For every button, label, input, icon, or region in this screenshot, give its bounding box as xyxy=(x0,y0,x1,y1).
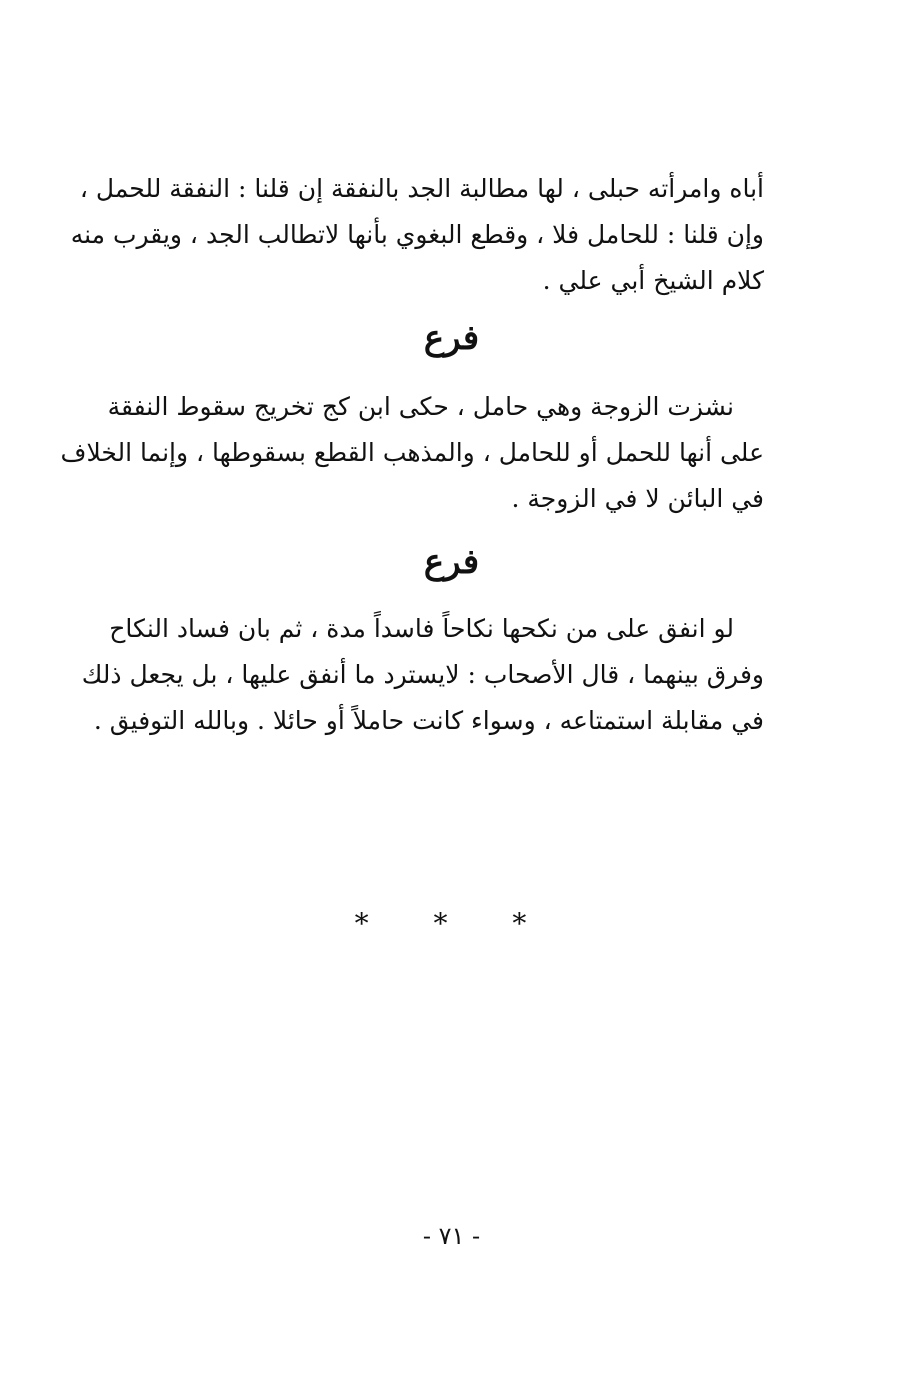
paragraph-3 xyxy=(81,606,764,744)
paragraph-2-line-2: على أنها للحمل أو للحامل ، والمذهب القطع بسقوطها ، وإنما الخلاف xyxy=(60,438,764,467)
paragraph-3-line-3: في مقابلة استمتاعه ، وسواء كانت حاملاً أو حائلا . وبالله التوفيق . xyxy=(93,706,764,735)
separator-star: * xyxy=(512,907,549,940)
paragraph-1-line-2: وإن قلنا : للحامل فلا ، وقطع البغوي بأنها لاتطالب الجد ، ويقرب منه xyxy=(70,220,764,249)
paragraph-3-line-1: لو انفق على من نكحها نكاحاً فاسداً مدة ، ثم بان فساد النكاح xyxy=(109,614,734,643)
paragraph-1-line-1: أباه وامرأته حبلى ، لها مطالبة الجد بالنفقة إن قلنا : النفقة للحمل ، xyxy=(79,174,764,203)
paragraph-2 xyxy=(60,384,764,522)
section-heading-1: فرع xyxy=(423,318,480,358)
paragraph-1 xyxy=(70,166,764,304)
paragraph-2-line-3: في البائن لا في الزوجة . xyxy=(511,484,764,513)
section-separator xyxy=(0,904,903,944)
section-heading-2: فرع xyxy=(423,542,480,582)
paragraph-3-line-2: وفرق بينهما ، قال الأصحاب : لايسترد ما أنفق عليها ، بل يجعل ذلك xyxy=(81,660,764,689)
separator-star: * xyxy=(354,907,391,940)
paragraph-1-line-3: كلام الشيخ أبي علي . xyxy=(542,266,764,295)
page-number: - ٧١ - xyxy=(422,1222,481,1250)
paragraph-2-line-1: نشزت الزوجة وهي حامل ، حكى ابن كج تخريج سقوط النفقة xyxy=(107,392,734,421)
separator-star: * xyxy=(433,907,470,940)
